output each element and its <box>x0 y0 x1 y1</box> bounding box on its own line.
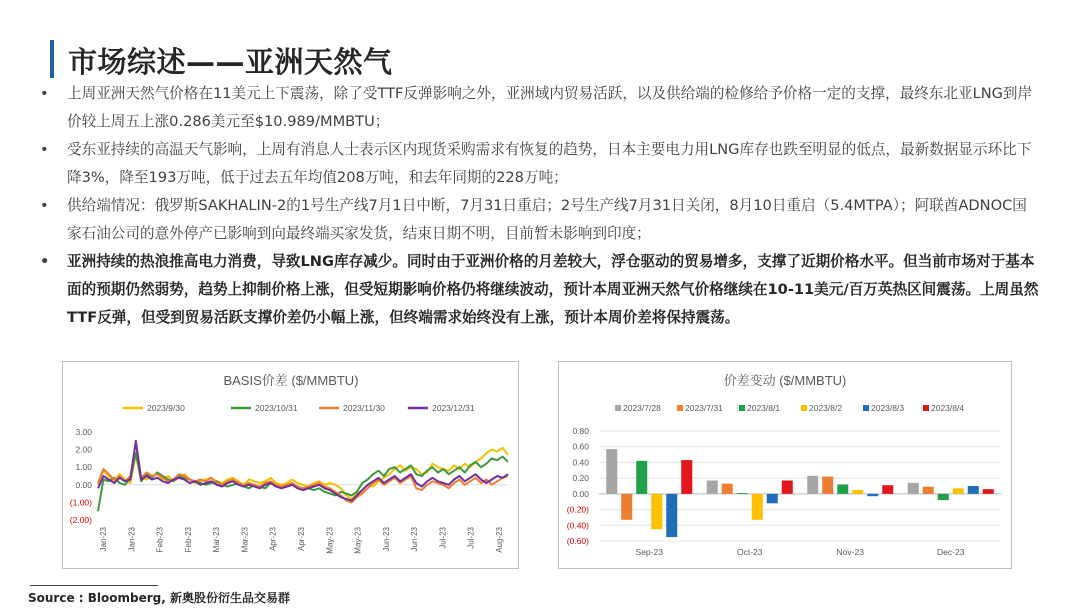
bar <box>908 483 919 494</box>
basis-spread-svg <box>63 362 518 568</box>
x-tick-label: Mar-23 <box>240 527 250 553</box>
legend-swatch <box>863 405 869 411</box>
title-accent-bar <box>50 40 54 78</box>
series-line <box>98 453 508 511</box>
y-tick-label: (0.60) <box>566 536 589 546</box>
y-tick-label: (1.00) <box>69 497 92 508</box>
legend-swatch <box>739 405 745 411</box>
source-divider <box>30 585 158 586</box>
bar <box>737 493 748 494</box>
chart-title: 价差变动 ($/MMBTU) <box>723 373 847 388</box>
y-tick-label: (0.40) <box>566 520 589 531</box>
bar <box>621 494 632 520</box>
source-note: Source : Bloomberg, 新奥股份衍生品交易群 <box>28 591 290 605</box>
y-tick-label: 0.80 <box>572 426 589 436</box>
x-tick-label: May-23 <box>325 527 335 554</box>
y-tick-label: 0.20 <box>572 473 589 484</box>
category-label: Dec-23 <box>937 547 965 557</box>
category-label: Oct-23 <box>736 547 763 557</box>
legend-swatch <box>677 405 683 411</box>
legend-swatch <box>615 405 621 411</box>
x-tick-label: Jul-23 <box>466 527 476 549</box>
legend-label: 2023/10/31 <box>255 403 298 413</box>
legend-swatch <box>801 405 807 411</box>
y-tick-label: 0.40 <box>572 457 589 468</box>
category-label: Nov-23 <box>836 547 864 557</box>
bar <box>938 494 949 500</box>
legend-swatch <box>923 405 929 411</box>
bullet-list <box>40 80 1040 332</box>
y-tick-label: 0.60 <box>572 441 589 452</box>
x-tick-label: Apr-23 <box>268 527 278 552</box>
spread-change-svg <box>559 362 1011 568</box>
bar <box>722 484 733 494</box>
bar <box>666 494 677 537</box>
bar <box>923 487 934 494</box>
bar <box>636 461 647 494</box>
legend-label: 2023/7/28 <box>623 403 661 413</box>
bar <box>968 486 979 494</box>
legend-label: 2023/7/31 <box>685 403 723 413</box>
bar <box>822 477 833 494</box>
legend-label: 2023/8/2 <box>809 403 843 413</box>
bar <box>867 494 878 496</box>
bar <box>852 490 863 494</box>
category-label: Sep-23 <box>635 547 663 557</box>
legend-label: 2023/11/30 <box>343 403 385 413</box>
bar <box>681 460 692 494</box>
bar <box>767 494 778 503</box>
bar <box>837 484 848 493</box>
x-tick-label: Feb-23 <box>183 527 193 553</box>
legend-label: 2023/8/4 <box>931 403 965 413</box>
x-tick-label: May-23 <box>353 527 363 554</box>
bar <box>752 494 763 520</box>
basis-spread-chart <box>62 361 519 569</box>
y-tick-label: 1.00 <box>75 462 92 473</box>
bullet-item-conclusion: • 亚洲持续的热浪推高电力消费，导致LNG库存减少。同时由于亚洲价格的月差较大，浮仓驱动的贸易增多，支撑了近期价格水平。但当前市场对于基本面的预期仍然弱势，趋势上抑制价格上涨，但受短期影响价格仍将继续波动，预计本周亚洲天然气价格继续在10-11美元/百万英热区间震荡。上周虽然TTF反弹，但受到贸易活跃支撑价差仍小幅上涨，但终端需求始终没有上涨，预计本周价差将保持震荡。 <box>40 248 1040 332</box>
y-tick-label: 3.00 <box>75 427 92 437</box>
x-tick-label: Jan-23 <box>127 527 137 552</box>
chart-title: BASIS价差 ($/MMBTU) <box>223 373 359 388</box>
legend-label: 2023/9/30 <box>147 403 185 413</box>
legend-label: 2023/12/31 <box>432 403 475 413</box>
legend-label: 2023/8/1 <box>747 403 781 413</box>
x-tick-label: Jun-23 <box>381 527 391 552</box>
bullet-item: • 上周亚洲天然气价格在11美元上下震荡，除了受TTF反弹影响之外，亚洲域内贸易活跃，以及供给端的检修给予价格一定的支撑，最终东北亚LNG到岸价较上周五上涨0.286美元至$10.989/MMBTU； <box>40 80 1040 136</box>
legend-label: 2023/8/3 <box>871 403 905 413</box>
x-tick-label: Jun-23 <box>410 527 420 552</box>
bar <box>707 481 718 494</box>
bar <box>882 485 893 494</box>
bar <box>983 489 994 494</box>
y-tick-label: 2.00 <box>75 444 92 455</box>
x-tick-label: Jan-23 <box>99 527 108 552</box>
bar <box>782 481 793 494</box>
bullet-item: • 供给端情况：俄罗斯SAKHALIN-2的1号生产线7月1日中断，7月31日重启；2号生产线7月31日关闭，8月10日重启（5.4MTPA）；阿联酋ADNOC国家石油公司的意外停产已影响到向最终端买家发货，结束日期不明，目前暂未影响到印度； <box>40 192 1040 248</box>
y-tick-label: (0.20) <box>566 504 589 515</box>
bar <box>651 494 662 529</box>
bar <box>807 476 818 494</box>
bullet-item: • 受东亚持续的高温天气影响，上周有消息人士表示区内现货采购需求有恢复的趋势，日本主要电力用LNG库存也跌至明显的低点，最新数据显示环比下降3%，降至193万吨，低于过去五年均值208万吨，和去年同期的228万吨； <box>40 136 1040 192</box>
spread-change-chart <box>558 361 1012 569</box>
x-tick-label: Jul-23 <box>438 527 448 549</box>
page-title: 市场综述——亚洲天然气 <box>68 45 393 79</box>
y-tick-label: 0.00 <box>572 488 589 499</box>
y-tick-label: (2.00) <box>69 515 92 525</box>
y-tick-label: 0.00 <box>75 479 92 490</box>
bar <box>953 488 964 494</box>
bar <box>606 449 617 494</box>
x-tick-label: Feb-23 <box>155 527 165 553</box>
x-tick-label: Mar-23 <box>212 527 222 553</box>
x-tick-label: Aug-23 <box>495 527 504 553</box>
x-tick-label: Apr-23 <box>297 527 306 552</box>
